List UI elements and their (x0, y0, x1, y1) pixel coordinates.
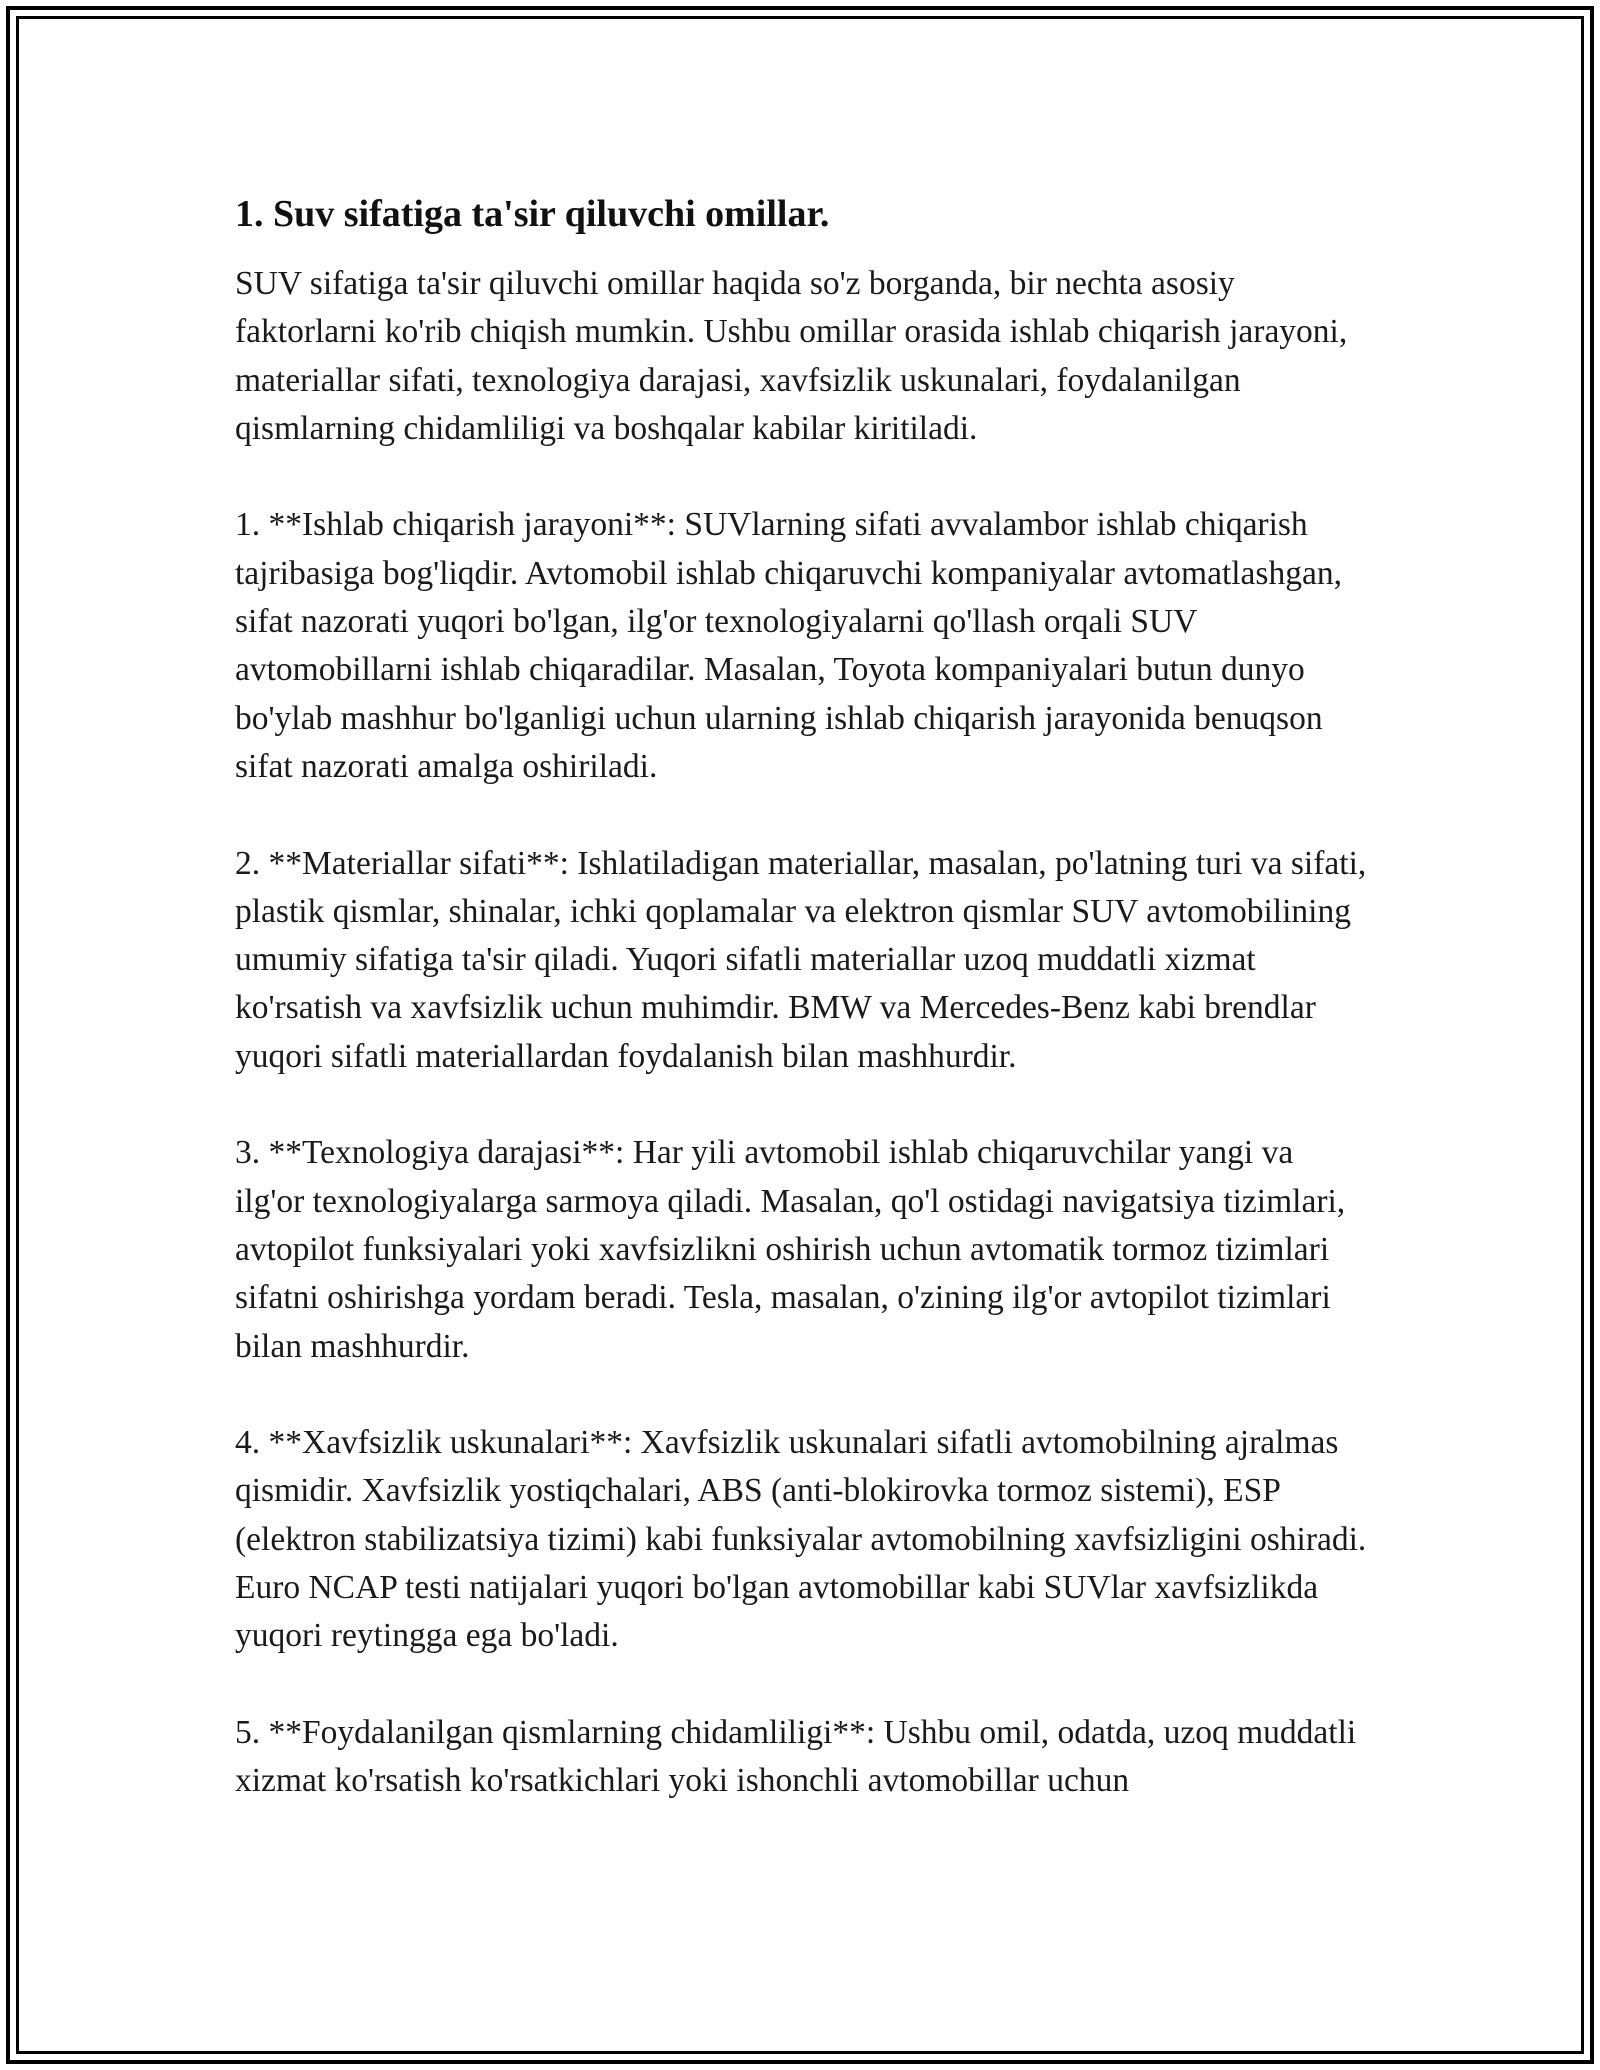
document-body (235, 190, 1370, 1854)
paragraph-safety-equipment: 4. **Xavfsizlik uskunalari**: Xavfsizlik uskunalari sifatli avtomobilning ajralmas qismidir. Xavfsizlik yostiqchalari, ABS (anti-blokirovka tormoz sistemi), ESP (elektron stabilizatsiya tizimi) kabi funksiyalar avtomobilning xavfsizligini oshiradi. Euro NCAP testi natijalari yuqori bo'lgan avtomobillar kabi SUVlar xavfsizlikda yuqori reytingga ega bo'ladi. (235, 1424, 1367, 1655)
intro-paragraph: SUV sifatiga ta'sir qiluvchi omillar haqida so'z borganda, bir nechta asosiy faktorlarni ko'rib chiqish mumkin. Ushbu omillar orasida ishlab chiqarish jarayoni, materiallar sifati, texnologiya darajasi, xavfsizlik uskunalari, foydalanilgan qismlarning chidamliligi va boshqalar kabilar kiritiladi. (235, 265, 1348, 447)
section-heading: 1. Suv sifatiga ta'sir qiluvchi omillar. (235, 193, 830, 235)
paragraph-technology-level: 3. **Texnologiya darajasi**: Har yili avtomobil ishlab chiqaruvchilar yangi va ilg'or texnologiyalarga sarmoya qiladi. Masalan, qo'l ostidagi navigatsiya tizimlari, avtopilot funksiyalari yoki xavfsizlikni oshirish uchun avtomatik tormoz tizimlari sifatni oshirishga yordam beradi. Tesla, masalan, o'zining ilg'or avtopilot tizimlari bilan mashhurdir. (235, 1134, 1346, 1365)
paragraph-material-quality: 2. **Materiallar sifati**: Ishlatiladigan materiallar, masalan, po'latning turi va sifati, plastik qismlar, shinalar, ichki qoplamalar va elektron qismlar SUV avtomobilining umumiy sifatiga ta'sir qiladi. Yuqori sifatli materiallar uzoq muddatli xizmat ko'rsatish va xavfsizlik uchun muhimdir. BMW va Mercedes-Benz kabi brendlar yuqori sifatli materiallardan foydalanish bilan mashhurdir. (235, 844, 1367, 1075)
paragraph-parts-durability: 5. **Foydalanilgan qismlarning chidamliligi**: Ushbu omil, odatda, uzoq muddatli xizmat ko'rsatish ko'rsatkichlari yoki ishonchli avtomobillar uchun (235, 1713, 1357, 1800)
paragraph-production-process: 1. **Ishlab chiqarish jarayoni**: SUVlarning sifati avvalambor ishlab chiqarish tajribasiga bog'liqdir. Avtomobil ishlab chiqaruvchi kompaniyalar avtomatlashgan, sifat nazorati yuqori bo'lgan, ilg'or texnologiyalarni qo'llash orqali SUV avtomobillarni ishlab chiqaradilar. Masalan, Toyota kompaniyalari butun dunyo bo'ylab mashhur bo'lganligi uchun ularning ishlab chiqarish jarayonida benuqson sifat nazorati amalga oshiriladi. (235, 506, 1342, 785)
